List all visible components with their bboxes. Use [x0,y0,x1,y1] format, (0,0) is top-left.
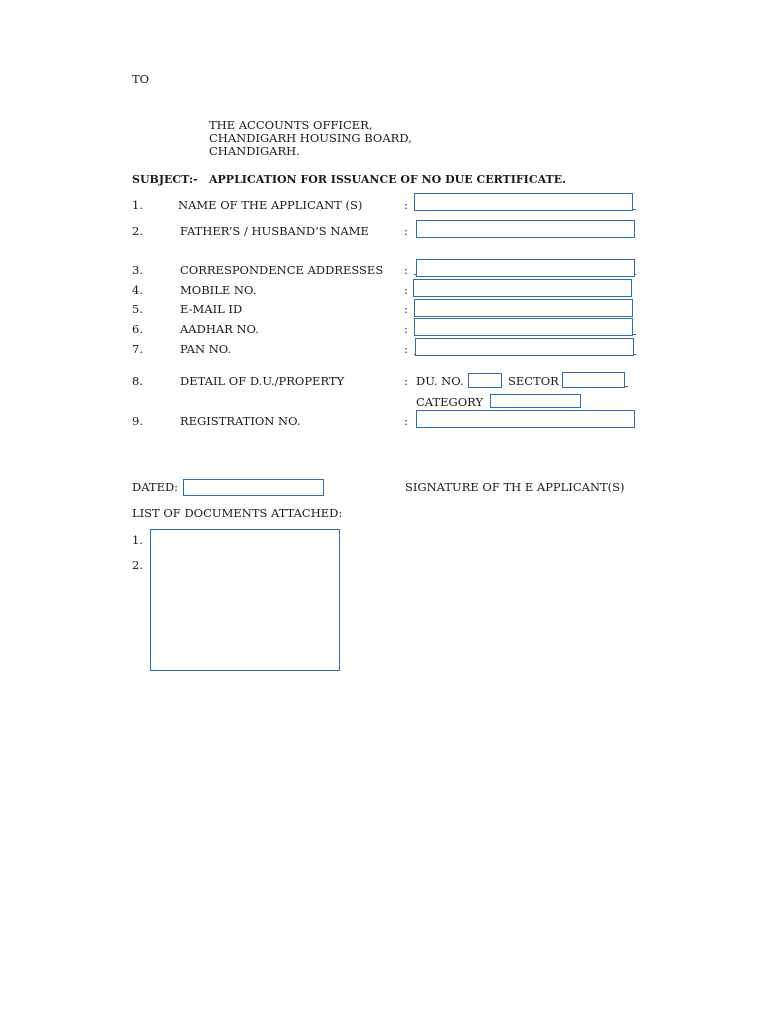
item-8-number: 8. [132,374,143,388]
signature-label: SIGNATURE OF TH E APPLICANT(S) [405,480,625,494]
item-3-colon: : [404,263,408,277]
item-9-colon: : [404,414,408,428]
item-1-label: NAME OF THE APPLICANT (S) [178,198,363,212]
documents-heading: LIST OF DOCUMENTS ATTACHED: [132,506,343,520]
pan-number-field[interactable] [415,338,634,356]
category-label: CATEGORY [416,395,484,409]
date-field[interactable] [183,479,324,496]
document-item-1-number: 1. [132,533,143,547]
email-id-field[interactable] [414,299,633,317]
subject-text: APPLICATION FOR ISSUANCE OF NO DUE CERTIFICATE. [209,173,566,186]
category-field[interactable] [490,394,581,408]
item-8-colon: : [404,374,408,388]
item-5-label: E-MAIL ID [180,302,243,316]
item-1-colon: : [404,198,408,212]
item-3-number: 3. [132,263,143,277]
item-9-label: REGISTRATION NO. [180,414,301,428]
mobile-number-field[interactable] [413,279,632,297]
registration-number-field[interactable] [416,410,635,428]
item-4-number: 4. [132,283,143,297]
correspondence-address-field[interactable] [416,259,635,277]
to-label: TO [132,72,150,86]
documents-attached-field[interactable] [150,529,340,671]
item-2-colon: : [404,224,408,238]
item-1-number: 1. [132,198,143,212]
item-6-colon: : [404,322,408,336]
addressee-line-3: CHANDIGARH. [209,144,300,158]
item-7-number: 7. [132,342,143,356]
sector-field[interactable] [562,372,625,388]
dated-label: DATED: [132,480,179,494]
item-4-label: MOBILE NO. [180,283,257,297]
item-9-number: 9. [132,414,143,428]
item-5-colon: : [404,302,408,316]
addressee-line-1: THE ACCOUNTS OFFICER, [209,118,373,132]
item-2-label: FATHER’S / HUSBAND’S NAME [180,224,369,238]
subject-label: SUBJECT:- [132,173,198,186]
du-number-field[interactable] [468,373,502,388]
du-number-label: DU. NO. [416,374,464,388]
item-7-label: PAN NO. [180,342,232,356]
item-8-label: DETAIL OF D.U./PROPERTY [180,374,345,388]
item-3-label: CORRESPONDENCE ADDRESSES [180,263,384,277]
item-5-number: 5. [132,302,143,316]
father-husband-name-field[interactable] [416,220,635,238]
item-2-number: 2. [132,224,143,238]
item-6-number: 6. [132,322,143,336]
applicant-name-field[interactable] [414,193,633,211]
item-7-colon: : [404,342,408,356]
document-item-2-number: 2. [132,558,143,572]
item-6-label: AADHAR NO. [180,322,259,336]
sector-label: SECTOR [508,374,559,388]
addressee-line-2: CHANDIGARH HOUSING BOARD, [209,131,412,145]
aadhar-number-field[interactable] [414,318,633,336]
item-4-colon: : [404,283,408,297]
